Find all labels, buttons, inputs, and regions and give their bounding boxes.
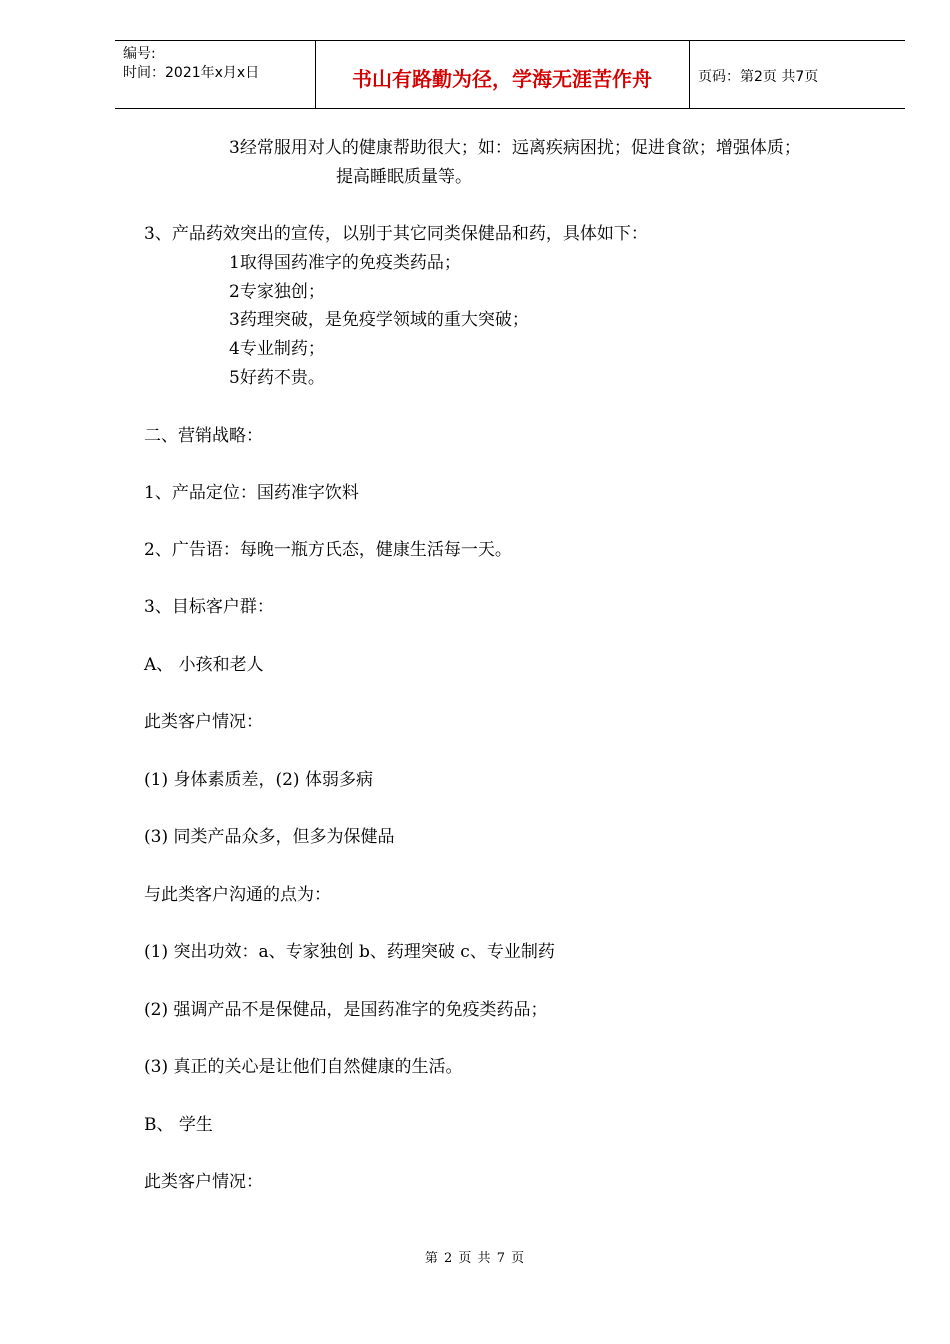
page-footer: 第 2 页 共 7 页 <box>424 1251 526 1266</box>
body-line: 1、产品定位：国药准字饮料 <box>144 483 359 503</box>
body-line: 3经常服用对人的健康帮助很大；如：远离疾病困扰；促进食欲；增强体质； <box>229 138 801 158</box>
header-meta <box>115 41 316 108</box>
page-label: 页码：第2页 共7页 <box>698 69 819 85</box>
body-line: 5好药不贵。 <box>229 368 325 388</box>
body-line: A、 小孩和老人 <box>144 655 264 675</box>
body-line: (1) 身体素质差，(2) 体弱多病 <box>144 770 373 790</box>
body-line: (1) 突出功效：a、专家独创 b、药理突破 c、专业制药 <box>144 942 555 962</box>
body-line: 3药理突破，是免疫学领域的重大突破； <box>229 310 529 330</box>
body-line: (3) 真正的关心是让他们自然健康的生活。 <box>144 1057 463 1077</box>
page-header <box>115 40 905 109</box>
body-line: 4专业制药； <box>229 339 325 359</box>
body-line: 与此类客户沟通的点为： <box>144 885 331 905</box>
body-line: 此类客户情况： <box>144 1172 263 1192</box>
body-line: 此类客户情况： <box>144 712 263 732</box>
body-line: 1取得国药准字的免疫类药品； <box>229 253 461 273</box>
body-line: 3、目标客户群： <box>144 597 274 617</box>
motto: 书山有路勤为径，学海无涯苦作舟 <box>352 67 652 91</box>
body-line: (3) 同类产品众多，但多为保健品 <box>144 827 395 847</box>
header-page-cell <box>690 41 905 108</box>
section-heading: 二、营销战略： <box>144 426 263 446</box>
body-line: 3、产品药效突出的宣传，以别于其它同类保健品和药，具体如下： <box>144 224 648 244</box>
body-line: B、 学生 <box>144 1115 213 1135</box>
header-motto-cell <box>315 41 690 108</box>
number-label: 编号: <box>123 46 156 62</box>
body-line: 2、广告语：每晚一瓶方氏态，健康生活每一天。 <box>144 540 512 560</box>
body-line: (2) 强调产品不是保健品，是国药准字的免疫类药品； <box>144 1000 548 1020</box>
body-line: 2专家独创； <box>229 282 325 302</box>
body-line: 提高睡眠质量等。 <box>336 167 472 187</box>
time-label: 时间：2021年x月x日 <box>123 65 260 81</box>
